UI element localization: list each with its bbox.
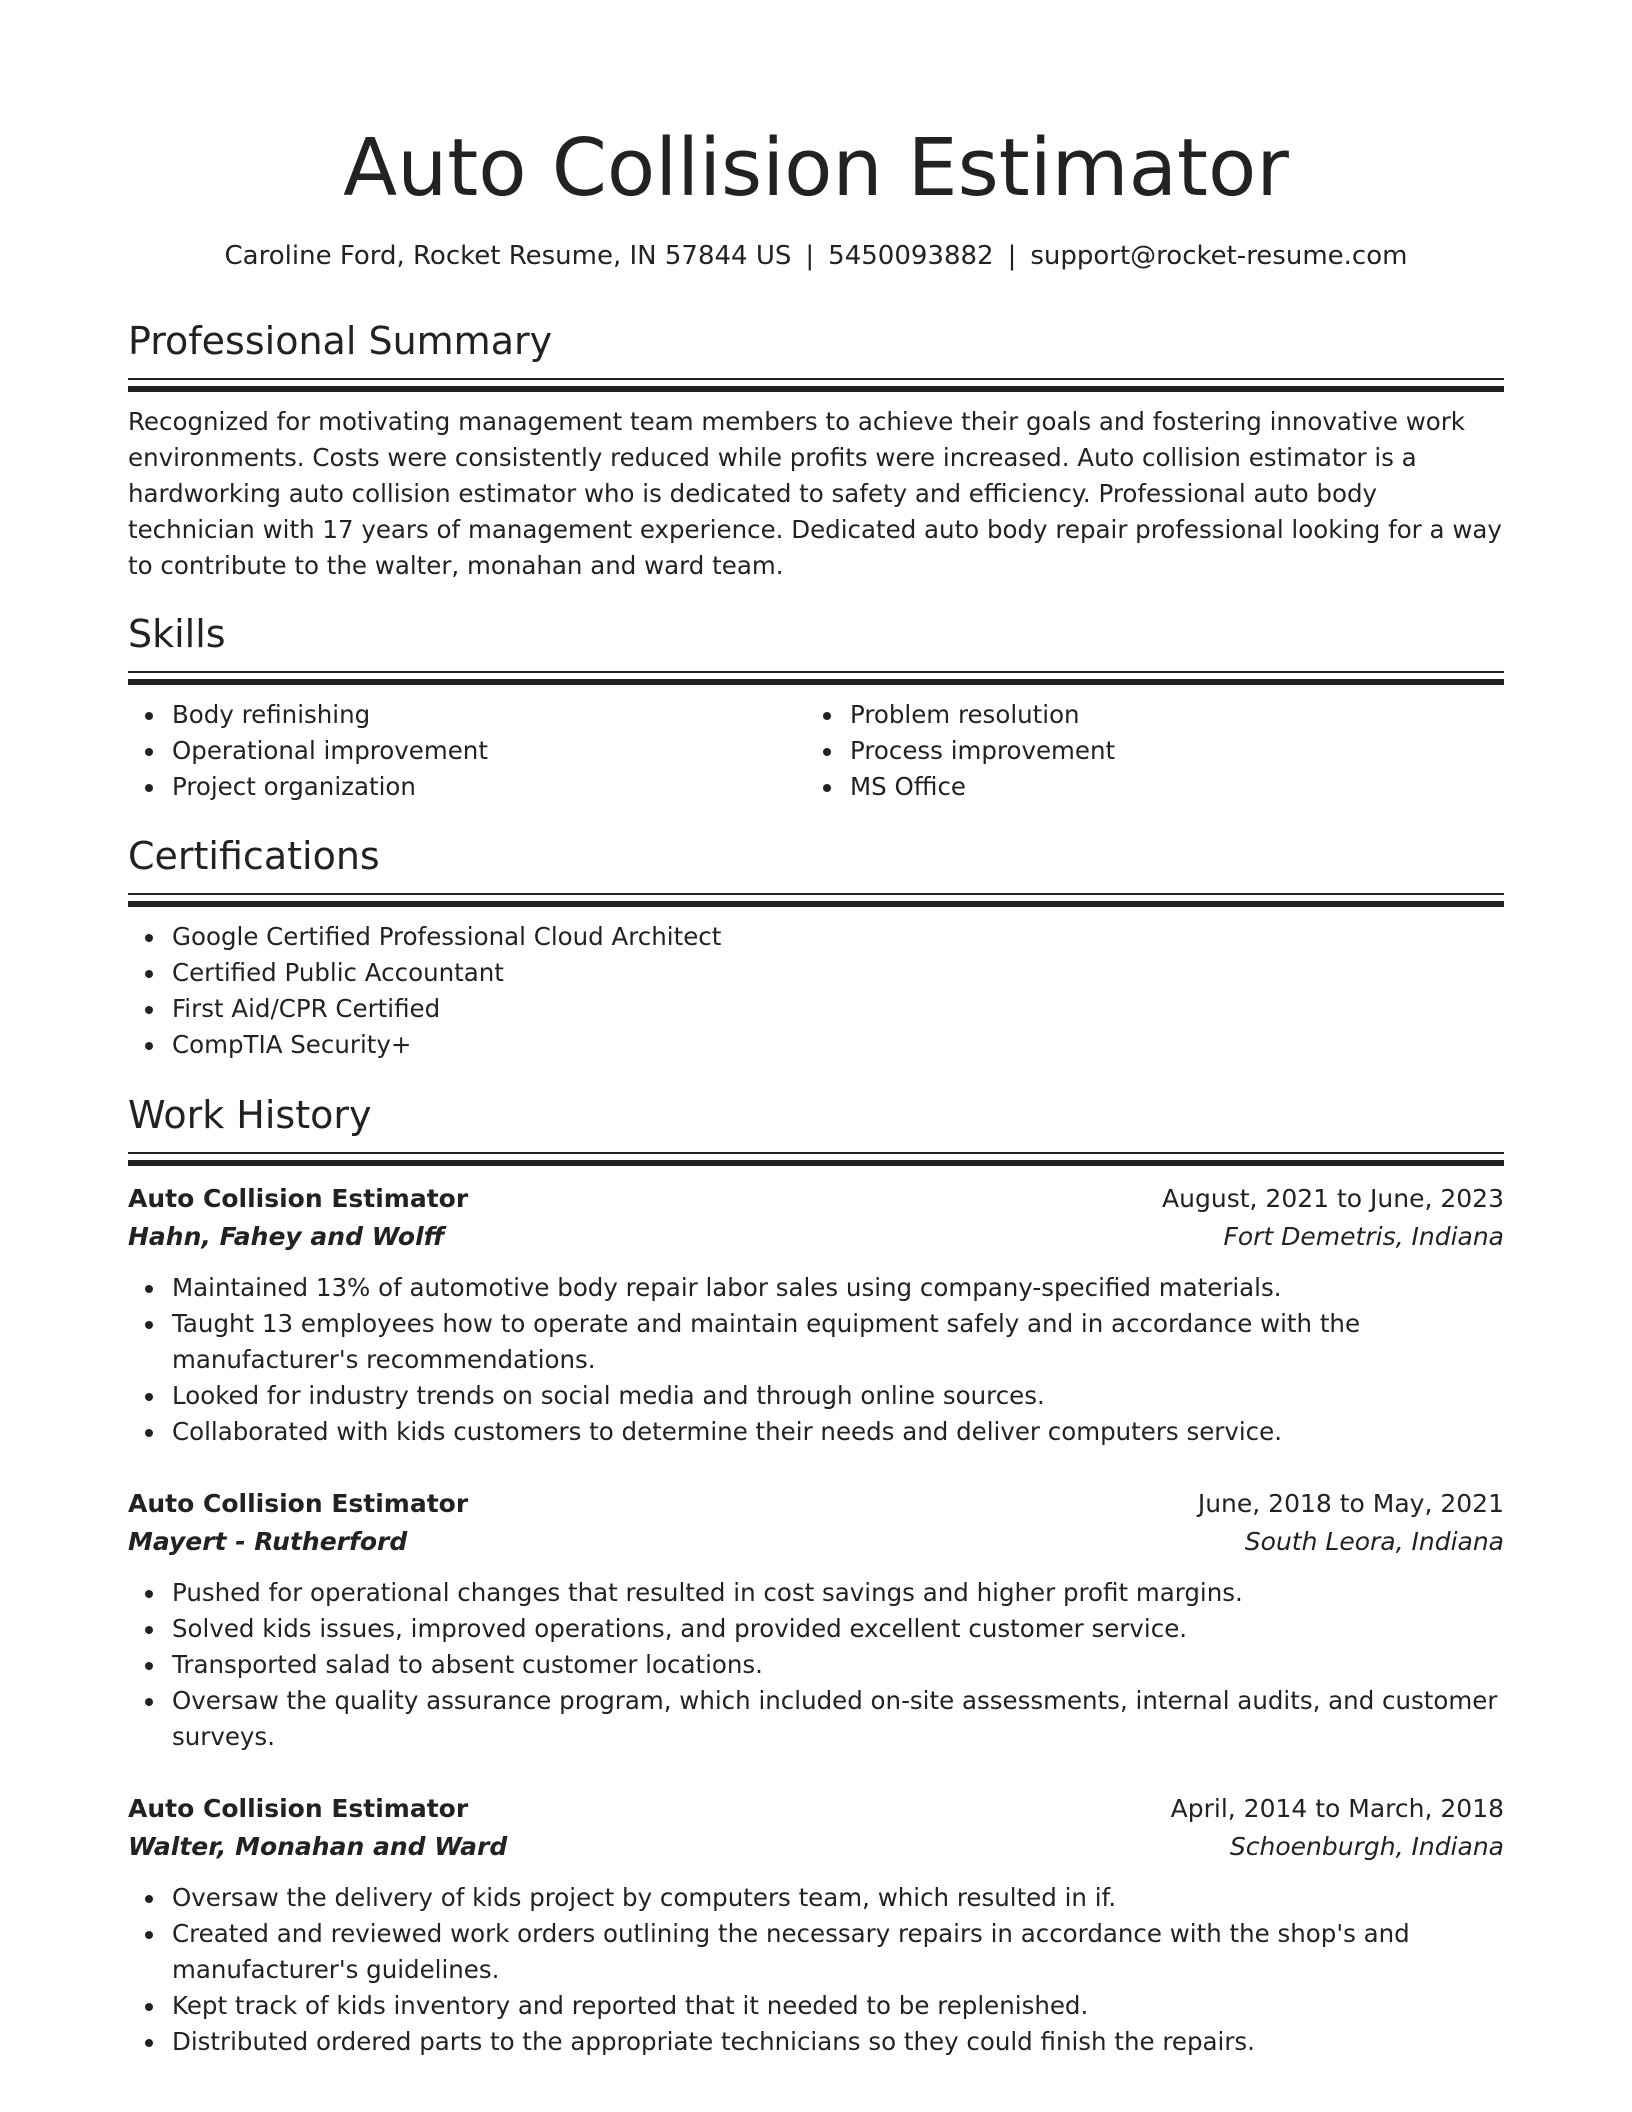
certification-item: Google Certified Professional Cloud Architect	[172, 919, 1504, 955]
job-company: Mayert - Rutherford	[128, 1527, 408, 1556]
skills-column-right	[806, 685, 1484, 805]
certification-item: CompTIA Security+	[172, 1027, 1504, 1063]
job-bullet: Distributed ordered parts to the appropriate technicians so they could finish the repairs.	[172, 2024, 1504, 2060]
job-header-row	[128, 1790, 1504, 1828]
section-divider	[128, 378, 1504, 380]
job-location: Schoenburgh, Indiana	[1229, 1832, 1504, 1861]
job-bullet: Oversaw the delivery of kids project by computers team, which resulted in if.	[172, 1880, 1504, 1916]
certifications-heading: Certifications	[128, 834, 380, 878]
summary-section	[128, 316, 1504, 584]
job-bullet: Kept track of kids inventory and reported that it needed to be replenished.	[172, 1988, 1504, 2024]
skills-section	[128, 609, 1504, 805]
job-title: Auto Collision Estimator	[128, 1489, 469, 1518]
skills-heading: Skills	[128, 612, 226, 656]
job-entry	[128, 1790, 1504, 2060]
skills-grid	[128, 685, 1504, 805]
skill-item: Problem resolution	[850, 697, 1484, 733]
job-company: Walter, Monahan and Ward	[128, 1832, 508, 1861]
job-dates: April, 2014 to March, 2018	[1170, 1794, 1504, 1823]
job-entry	[128, 1485, 1504, 1755]
job-title: Auto Collision Estimator	[128, 1184, 469, 1213]
job-bullet: Taught 13 employees how to operate and maintain equipment safely and in accordance with the manufacturer's recommendations.	[172, 1306, 1504, 1378]
contact-email: support@rocket-resume.com	[1030, 241, 1408, 271]
section-divider	[128, 893, 1504, 895]
contact-separator: |	[1007, 241, 1017, 271]
job-title: Auto Collision Estimator	[128, 1794, 469, 1823]
skill-item: Project organization	[172, 769, 806, 805]
job-company-row	[128, 1828, 1504, 1866]
contact-phone: 5450093882	[828, 241, 994, 271]
skill-item: Process improvement	[850, 733, 1484, 769]
job-dates: June, 2018 to May, 2021	[1197, 1489, 1504, 1518]
job-company-row	[128, 1523, 1504, 1561]
job-bullet: Oversaw the quality assurance program, which included on-site assessments, internal audits, and customer surveys.	[172, 1683, 1504, 1755]
section-divider-thick	[128, 1160, 1504, 1166]
certification-item: Certified Public Accountant	[172, 955, 1504, 991]
job-bullet: Solved kids issues, improved operations, and provided excellent customer service.	[172, 1611, 1504, 1647]
skills-column-left	[128, 685, 806, 805]
section-divider	[128, 1152, 1504, 1154]
job-location: Fort Demetris, Indiana	[1223, 1222, 1504, 1251]
job-bullet: Maintained 13% of automotive body repair labor sales using company-specified materials.	[172, 1270, 1504, 1306]
job-dates: August, 2021 to June, 2023	[1162, 1184, 1504, 1213]
section-divider	[128, 671, 1504, 673]
job-bullet: Transported salad to absent customer locations.	[172, 1647, 1504, 1683]
job-company-row	[128, 1218, 1504, 1256]
job-location: South Leora, Indiana	[1244, 1527, 1504, 1556]
skill-item: Body refinishing	[172, 697, 806, 733]
job-bullet: Created and reviewed work orders outlining the necessary repairs in accordance with the shop's and manufacturer's guidelines.	[172, 1916, 1504, 1988]
job-company: Hahn, Fahey and Wolff	[128, 1222, 445, 1251]
job-bullet: Pushed for operational changes that resulted in cost savings and higher profit margins.	[172, 1575, 1504, 1611]
certifications-section	[128, 831, 1504, 1063]
contact-separator: |	[805, 241, 815, 271]
skill-item: MS Office	[850, 769, 1484, 805]
job-bullet: Collaborated with kids customers to determine their needs and deliver computers service.	[172, 1414, 1504, 1450]
section-divider-thick	[128, 386, 1504, 392]
contact-line	[128, 238, 1504, 274]
resume-title: Auto Collision Estimator	[343, 122, 1289, 214]
work-history-section	[128, 1090, 1504, 1166]
job-header-row	[128, 1485, 1504, 1523]
certification-item: First Aid/CPR Certified	[172, 991, 1504, 1027]
contact-address: Caroline Ford, Rocket Resume, IN 57844 US	[224, 241, 792, 271]
job-entry	[128, 1180, 1504, 1450]
section-divider-thick	[128, 901, 1504, 907]
work-history-heading: Work History	[128, 1093, 372, 1137]
summary-heading: Professional Summary	[128, 319, 553, 363]
skill-item: Operational improvement	[172, 733, 806, 769]
summary-text: Recognized for motivating management team members to achieve their goals and fostering innovative work environments. Costs were consistently reduced while profits were increased. Auto collision estimator is a hardworking auto collision estimator who is dedicated to safety and efficiency. Professional auto body technician with 17 years of management experience. Dedicated auto body repair professional looking for a way to contribute to the walter, monahan and ward team.	[128, 407, 1502, 580]
job-header-row	[128, 1180, 1504, 1218]
job-bullet: Looked for industry trends on social media and through online sources.	[172, 1378, 1504, 1414]
